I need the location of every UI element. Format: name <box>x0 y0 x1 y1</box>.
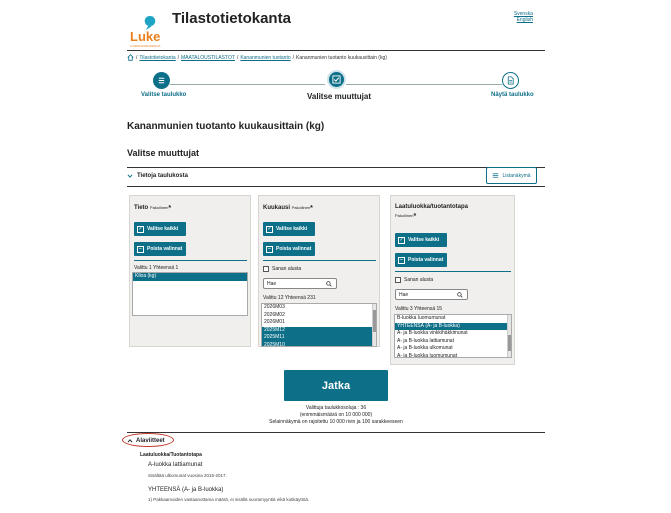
selection-count: Valittu 1 Yhteensä 1 <box>134 265 179 271</box>
table-info-toggle[interactable]: Tietoja taulukosta <box>127 173 188 179</box>
variable-panel-tieto <box>129 195 251 347</box>
deselect-all-button[interactable]: − Poista valinnat <box>395 253 447 267</box>
lang-english[interactable]: English <box>516 17 533 23</box>
luke-logo-icon <box>129 14 169 48</box>
listbox-scrollbar[interactable] <box>507 315 511 357</box>
breadcrumb-current: Kananmunien tuotanto kuukausittain (kg) <box>296 54 387 61</box>
step-3-label: Näytä taulukko <box>491 92 534 98</box>
luke-logo[interactable] <box>129 14 169 48</box>
footnote-title: A-luokka lattiamunat <box>148 462 203 468</box>
search-icon[interactable] <box>326 281 332 287</box>
svg-text:Luke: Luke <box>130 29 161 44</box>
panel-divider <box>134 260 247 261</box>
section-title: Valitse muuttujat <box>127 148 200 158</box>
list-icon <box>492 172 499 179</box>
lang-svenska[interactable]: Svenska <box>513 11 533 17</box>
panel-required: Pakollinen* <box>395 213 417 220</box>
page-title: Kananmunien tuotanto kuukausittain (kg) <box>127 121 325 132</box>
value-listbox[interactable] <box>394 314 512 358</box>
minus-icon: − <box>398 257 405 264</box>
check-icon: ✓ <box>138 225 143 232</box>
select-all-button[interactable]: ✓ Valitse kaikki <box>134 222 186 236</box>
listbox-scrollbar[interactable] <box>372 304 376 346</box>
chevron-down-icon <box>127 173 133 179</box>
step-2-label: Valitse muuttujat <box>307 92 372 101</box>
svg-text:LUONNONVARAKESKUS: LUONNONVARAKESKUS <box>130 45 161 48</box>
list-option[interactable]: 2025M12 <box>262 327 376 335</box>
continue-button[interactable]: Jatka <box>284 370 388 401</box>
step-1-label[interactable]: Valitse taulukko <box>141 92 187 98</box>
deselect-all-button[interactable]: − Poista valinnat <box>134 242 186 256</box>
panel-divider <box>263 260 376 261</box>
search-input[interactable]: Hae <box>263 278 337 289</box>
selection-count: Valittu 3 Yhteensä 15 <box>395 306 443 312</box>
list-option[interactable]: 2026M02 <box>264 311 285 318</box>
footnotes-toggle[interactable]: Alaviitteet <box>127 438 165 444</box>
starts-with-checkbox[interactable]: Sanan alusta <box>395 277 433 283</box>
list-option[interactable]: A- ja B-luokka luomumunat <box>397 352 458 358</box>
select-all-button[interactable]: ✓ Valitse kaikki <box>395 233 447 247</box>
selection-count: Valittu 12 Yhteensä 231 <box>263 295 316 301</box>
footnote-text: Sisältää ulkomunat vuosina 2015-2017. <box>148 473 227 478</box>
checkbox-icon <box>332 75 341 84</box>
document-icon <box>506 76 515 85</box>
breadcrumb-link-kananmunat[interactable]: Kananmunien tuotanto <box>240 54 291 61</box>
list-option[interactable]: 2026M01 <box>264 319 285 325</box>
site-title: Tilastotietokanta <box>172 10 291 27</box>
header-divider <box>127 50 545 51</box>
panel-title: Kuukausi Pakollinen* <box>263 205 313 212</box>
step-2-circle <box>327 70 346 89</box>
panel-title: Tieto Pakollinen* <box>134 205 172 212</box>
list-option[interactable]: Kiloa (kg) <box>133 273 247 281</box>
max-cells-info: (enimmäismäärä on 10 000 000) <box>299 412 373 418</box>
list-option[interactable]: A- ja B-luokka lattiamunat <box>397 337 454 344</box>
search-input[interactable]: Hae <box>395 289 468 300</box>
footnotes-divider <box>127 432 545 433</box>
search-icon[interactable] <box>457 292 463 298</box>
deselect-all-button[interactable]: − Poista valinnat <box>263 242 315 256</box>
breadcrumb-link-root[interactable]: Tilastotietokanta <box>139 54 176 61</box>
step-1-circle[interactable] <box>153 72 170 89</box>
list-option[interactable]: 2025M10 <box>262 342 376 348</box>
list-option[interactable]: A- ja B-luokka vinkkihäkkimunat <box>397 330 468 336</box>
breadcrumb: / Tilastotietokanta / MAATALOUSTILASTOT / Kananmunien tuotanto / Kananmunien tuotanto kuukausittain (kg) <box>127 54 387 61</box>
list-option[interactable]: 2026M03 <box>264 304 285 310</box>
value-listbox[interactable] <box>132 272 248 316</box>
browser-limit-info: Selainnäkymä on rajoitettu 10 000 rivin ja 100 sarakkeeseen <box>269 419 403 425</box>
list-icon <box>157 76 166 85</box>
list-view-button[interactable]: Listanäkymä <box>486 167 537 184</box>
stepper-line-1 <box>170 84 325 85</box>
variable-panel-kuukausi <box>258 195 380 347</box>
list-option[interactable]: 2025M11 <box>262 334 376 342</box>
footnote-heading: Laatuluokka/Tuotantotapa <box>140 452 202 458</box>
section-divider-bottom <box>127 186 545 187</box>
value-listbox[interactable] <box>261 303 377 347</box>
footnote-title: YHTEENSÄ (A- ja B-luokka) <box>148 487 224 493</box>
check-icon: ✓ <box>399 236 404 243</box>
panel-title: Laatuluokka/tuotantotapa <box>395 204 469 210</box>
check-icon: ✓ <box>267 225 272 232</box>
chevron-up-icon <box>127 438 133 444</box>
minus-icon: − <box>137 246 144 253</box>
list-option[interactable]: B-luokka luomumunat <box>397 315 446 321</box>
section-divider-top <box>127 167 545 168</box>
breadcrumb-link-maatalous[interactable]: MAATALOUSTILASTOT <box>181 54 235 61</box>
list-option[interactable]: YHTEENSÄ (A- ja B-luokka) <box>395 323 511 331</box>
starts-with-checkbox[interactable]: Sanan alusta <box>263 266 301 272</box>
footnote-text: 1) Pakkaamoiden vastaanottama määrä, ei sisällä suoramyyntiä eikä kotikäyttöä. <box>148 497 310 502</box>
stepper-line-2 <box>346 84 502 85</box>
step-3-circle <box>502 72 519 89</box>
minus-icon: − <box>266 246 273 253</box>
panel-divider <box>395 271 511 272</box>
selected-cells-info: Valittuja taulukkosoluja : 36 <box>305 405 367 411</box>
home-icon[interactable] <box>127 54 134 61</box>
select-all-button[interactable]: ✓ Valitse kaikki <box>263 222 315 236</box>
list-option[interactable]: A- ja B-luokka ulkomunat <box>397 345 453 351</box>
variable-panel-laatuluokka <box>390 195 515 365</box>
